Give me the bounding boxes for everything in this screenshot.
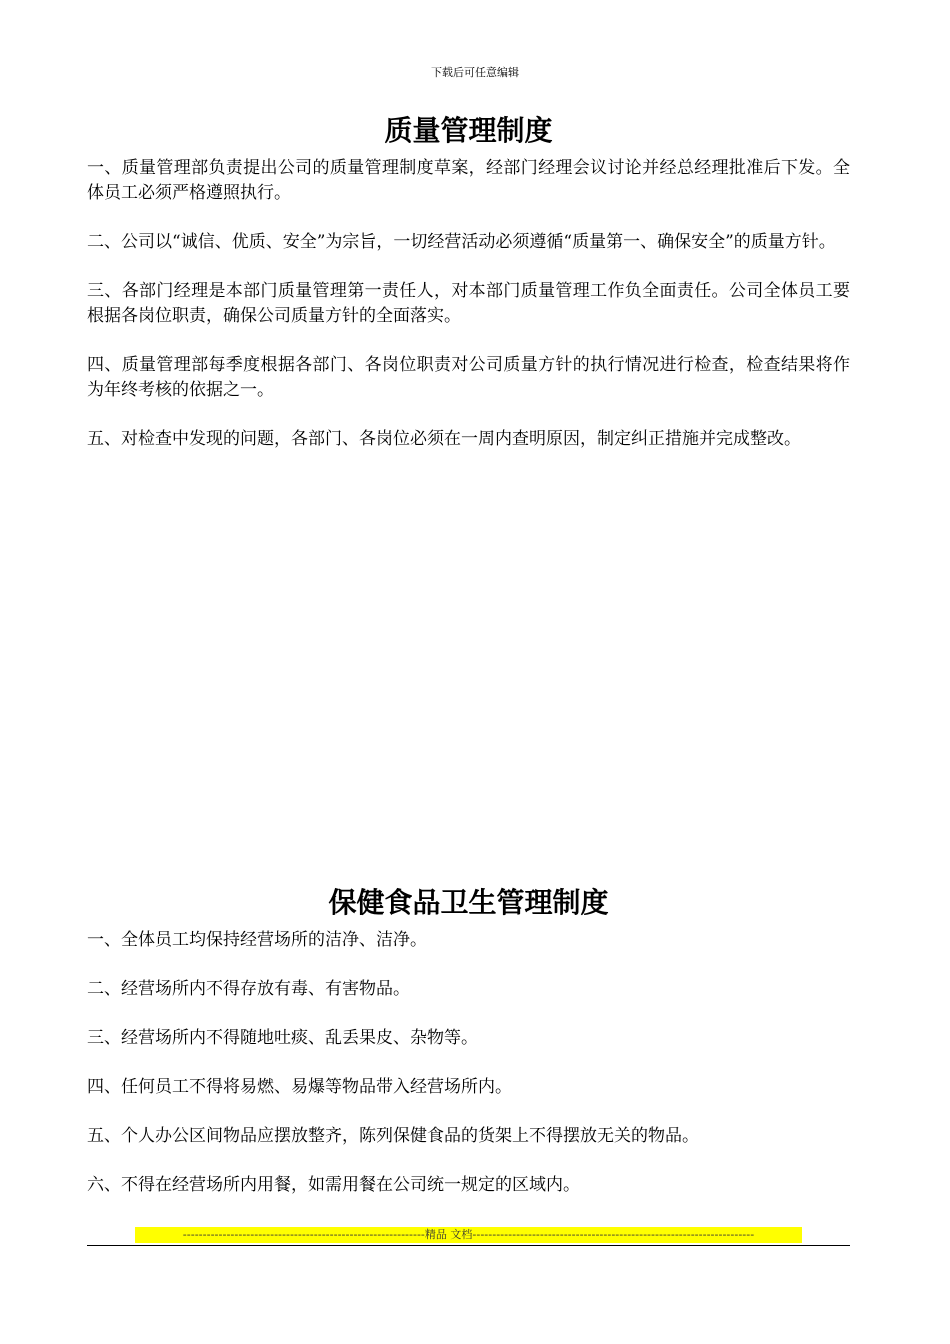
paragraph: 一、质量管理部负责提出公司的质量管理制度草案，经部门经理会议讨论并经总经理批准后下发。全体员工必须严格遵照执行。 <box>87 158 850 203</box>
paragraph: 三、经营场所内不得随地吐痰、乱丢果皮、杂物等。 <box>87 1028 478 1048</box>
paragraph: 四、质量管理部每季度根据各部门、各岗位职责对公司质量方针的执行情况进行检查，检查结果将作为年终考核的依据之一。 <box>87 355 850 400</box>
paragraph: 六、不得在经营场所内用餐，如需用餐在公司统一规定的区域内。 <box>87 1175 580 1195</box>
paragraph: 五、对检查中发现的问题，各部门、各岗位必须在一周内查明原因，制定纠正措施并完成整改。 <box>87 429 801 449</box>
page-header: 下载后可任意编辑 <box>431 66 519 79</box>
paragraph: 二、经营场所内不得存放有毒、有害物品。 <box>87 979 410 999</box>
paragraph: 二、公司以“诚信、优质、安全”为宗旨，一切经营活动必须遵循“质量第一、确保安全”的质量方针。 <box>87 232 836 252</box>
paragraph: 三、各部门经理是本部门质量管理第一责任人，对本部门质量管理工作负全面责任。公司全体员工要根据各岗位职责，确保公司质量方针的全面落实。 <box>87 281 850 326</box>
section-title: 保健食品卫生管理制度 <box>328 886 609 919</box>
food-hygiene-section <box>87 884 850 1222</box>
paragraph: 五、个人办公区间物品应摆放整齐，陈列保健食品的货架上不得摆放无关的物品。 <box>87 1126 699 1146</box>
footer-banner: -------------------------------------------------------------精品 文档----------------------------------------------------------------------- <box>135 1227 802 1243</box>
section-title: 质量管理制度 <box>384 114 553 147</box>
paragraph: 四、任何员工不得将易燃、易爆等物品带入经营场所内。 <box>87 1077 512 1097</box>
paragraph: 一、全体员工均保持经营场所的洁净、洁净。 <box>87 930 427 950</box>
footer-divider <box>87 1245 850 1246</box>
quality-management-section <box>87 112 850 476</box>
